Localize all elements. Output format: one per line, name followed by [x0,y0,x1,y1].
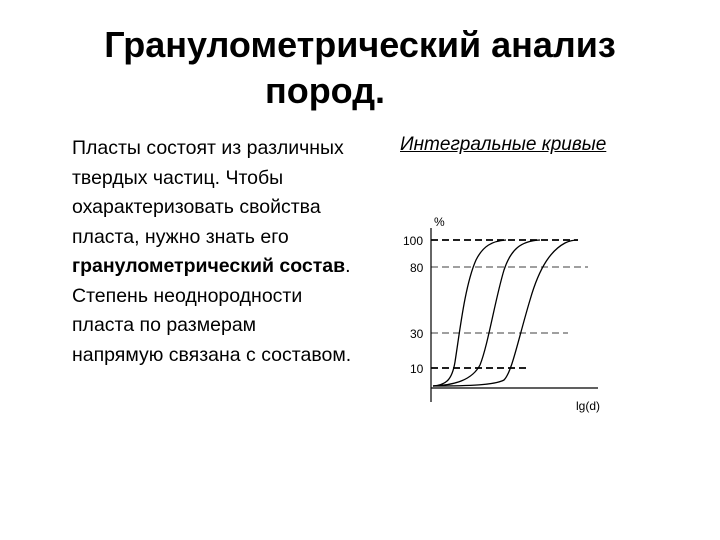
title-line-1: Гранулометрический анализ [104,24,616,65]
y-tick-30: 30 [410,327,424,341]
description-part-2: . Степень неоднородности пласта по размерам напрямую связана с составом. [72,255,352,366]
y-axis-label: % [434,215,445,229]
y-tick-80: 80 [410,261,424,275]
y-tick-10: 10 [410,362,424,376]
title-line-2: пород. [264,70,386,111]
description-bold-term: гранулометрический состав [72,255,346,277]
y-tick-100: 100 [403,234,424,248]
x-axis-label: lg(d) [576,399,601,413]
curve-2 [433,240,540,386]
curve-1 [433,240,506,386]
description-part-1: Пласты состоят из различных твердых частиц. Чтобы охарактеризовать свойства пласта, нужно знать его [72,137,344,248]
chart-caption: Интегральные кривые [400,134,607,155]
